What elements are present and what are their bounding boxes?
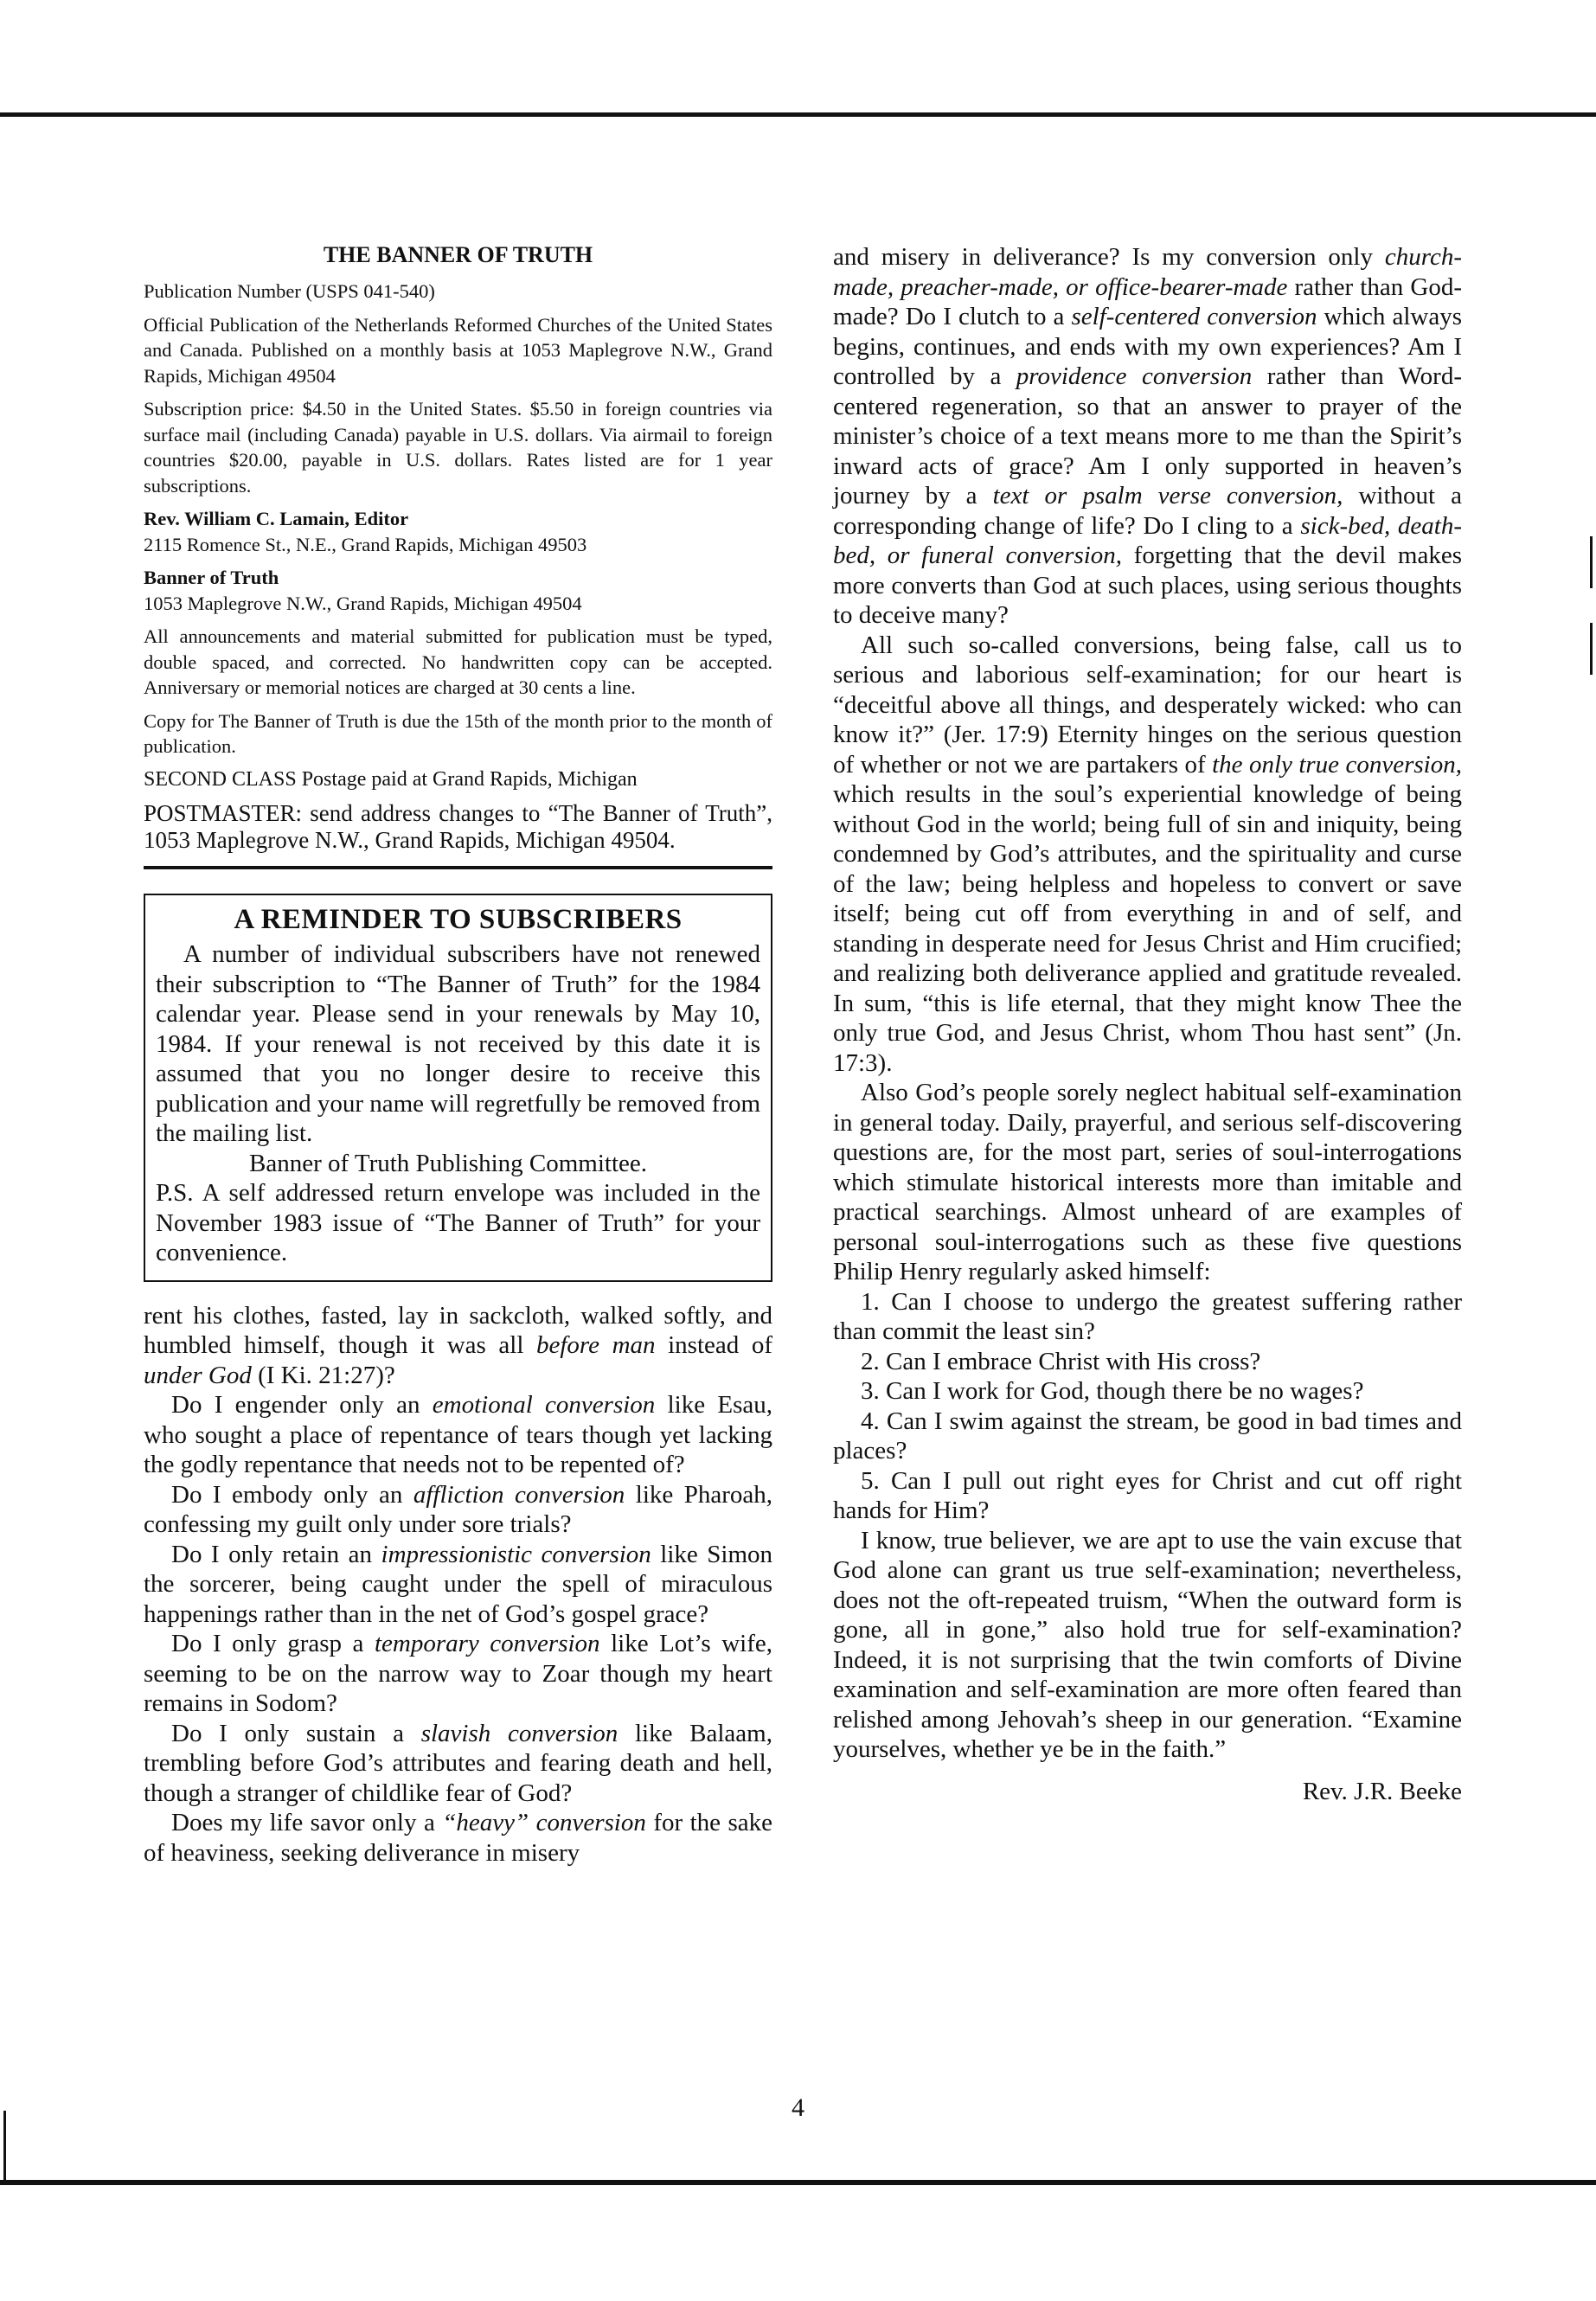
editor-name: Rev. William C. Lamain, Editor [144,508,409,529]
article-paragraph: rent his clothes, fasted, lay in sackcloth, walked softly, and humbled himself, though it was all before man instead of under God (I Ki. 21:27)? [144,1301,772,1389]
reminder-body: A number of individual subscribers have not renewed their subscription to “The Banner of Truth” for the 1984 calendar year. Please send in your renewals by May 10, 1984. If your renewal is not received by this date it is assumed that you no longer desire to receive this publication and your name will regretfully be removed from the mailing list. [156,940,761,1147]
question-item: 4. Can I swim against the stream, be good in bad times and places? [833,1407,1462,1465]
article-paragraph: Do I engender only an emotional conversion like Esau, who sought a place of repentance of tears though yet lacking the godly repentance that needs not to be repented of? [144,1391,772,1478]
question-item: 5. Can I pull out right eyes for Christ and cut off right hands for Him? [833,1466,1462,1524]
article-paragraph: Do I only retain an impressionistic conversion like Simon the sorcerer, being caught under the spell of miraculous happenings rather than in the net of God’s gospel grace? [144,1540,773,1628]
article-paragraph: Do I embody only an affliction conversion like Pharoah, confessing my guilt only under sore trials? [144,1480,772,1538]
bottom-rule [0,2180,1596,2185]
subscription-price: Subscription price: $4.50 in the United States. $5.50 in foreign countries via surface mail (including Canada) payable in U.S. dollars. Via airmail to foreign countries $20.00, payable in U.S. dollars. Rates listed are for 1 year subscriptions. [144,398,772,497]
announcements-notice: All announcements and material submitted for publication must be typed, double spaced, and corrected. No handwritten copy can be accepted. Anniversary or memorial notices are charged at 30 cents a line. [144,625,772,698]
office-address: 1053 Maplegrove N.W., Grand Rapids, Michigan 49504 [144,592,582,614]
left-article [144,1301,772,1868]
publication-number: Publication Number (USPS 041-540) [144,280,435,302]
scan-edge-mark [1590,623,1593,675]
masthead-title: THE BANNER OF TRUTH [323,242,593,267]
article-paragraph: Does my life savor only a “heavy” conversion for the sake of heaviness, seeking deliverance in misery [144,1809,772,1867]
reminder-signature: Banner of Truth Publishing Committee. [249,1149,647,1177]
author-signature: Rev. J.R. Beeke [1302,1777,1462,1805]
office-name: Banner of Truth [144,567,279,588]
masthead [144,242,772,869]
reminder-title: A REMINDER TO SUBSCRIBERS [234,904,683,935]
article-paragraph: All such so-called conversions, being false, call us to serious and laborious self-examination; for our heart is “deceitful above all things, and desperately wicked: who can know it?” (Jer. 17:9) Eternity hinges on the serious question of whether or not we are partakers of the only true conversion, which results in the soul’s experiential knowledge of being without God in the world; being full of sin and iniquity, being condemned by God’s attributes, and the spirituality and curse of the law; being helpless and hopeless to convert or save itself; being cut off from everything in and of self, and standing in desperate need for Jesus Christ and Him crucified; and realizing both deliverance applied and gratitude revealed. In sum, “this is life eternal, that they might know Thee the only true God, and Jesus Christ, whom Thou hast sent” (Jn. 17:3). [833,631,1462,1077]
article-paragraph: Also God’s people sorely neglect habitual self-examination in general today. Daily, prayerful, and serious self-discovering questions are, for the most part, series of soul-interrogations which stimulate historical interests more than imitable and practical searchings. Almost unheard of are examples of personal soul-interrogations such as these five questions Philip Henry regularly asked himself: [833,1079,1462,1285]
page-number: 4 [792,2093,804,2122]
postage-notice: SECOND CLASS Postage paid at Grand Rapids, Michigan [144,767,638,791]
reminder-postscript: P.S. A self addressed return envelope was included in the November 1983 issue of “The Banner of Truth” for your convenience. [156,1179,760,1266]
masthead-divider [144,866,772,869]
postmaster-notice: POSTMASTER: send address changes to “The Banner of Truth”, 1053 Maplegrove N.W., Grand Rapids, Michigan 49504. [144,800,772,853]
scan-edge-mark [1590,536,1593,588]
article-paragraph: Do I only grasp a temporary conversion like Lot’s wife, seeming to be on the narrow way to Zoar though my heart remains in Sodom? [144,1630,773,1717]
scan-edge-mark [3,2111,6,2184]
reminder-box [144,894,772,1282]
article-paragraph: I know, true believer, we are apt to use the vain excuse that God alone can grant us true self-examination; nevertheless, does not the oft-repeated truism, “When the outward form is gone, all in gone,” also hold true for self-examination? Indeed, it is not surprising that the twin comforts of Divine examination and self-examination are more often feared than relished among Jehovah’s sheep in our generation. “Examine yourselves, whether ye be in the faith.” [833,1526,1462,1763]
copy-due-notice: Copy for The Banner of Truth is due the 15th of the month prior to the month of publication. [144,709,772,757]
question-item: 1. Can I choose to undergo the greatest suffering rather than commit the least sin? [833,1287,1462,1345]
editor-address: 2115 Romence St., N.E., Grand Rapids, Michigan 49503 [144,533,587,555]
article-paragraph: and misery in deliverance? Is my conversion only church-made, preacher-made, or office-bearer-made rather than God-made? Do I clutch to a self-centered conversion which always begins, continues, and ends with my own experiences? Am I controlled by a providence conversion rather than Word-centered regeneration, so that an answer to prayer of the minister’s choice of a text means more to me than the Spirit’s inward acts of grace? Am I only supported in heaven’s journey by a text or psalm verse conversion, without a corresponding change of life? Do I cling to a sick-bed, death-bed, or funeral conversion, forgetting that the devil makes more converts than God at such places, using serious thoughts to deceive many? [833,243,1463,629]
top-rule [0,112,1596,117]
right-column [833,242,1462,1806]
left-column [144,242,772,1868]
question-item: 2. Can I embrace Christ with His cross? [861,1347,1261,1375]
official-publication: Official Publication of the Netherlands Reformed Churches of the United States and Canada. Published on a monthly basis at 1053 Maplegrove N.W., Grand Rapids, Michigan 49504 [144,313,772,387]
question-item: 3. Can I work for God, though there be no wages? [861,1377,1364,1405]
article-paragraph: Do I only sustain a slavish conversion like Balaam, trembling before God’s attributes and fearing death and hell, though a stranger of childlike fear of God? [144,1719,772,1807]
